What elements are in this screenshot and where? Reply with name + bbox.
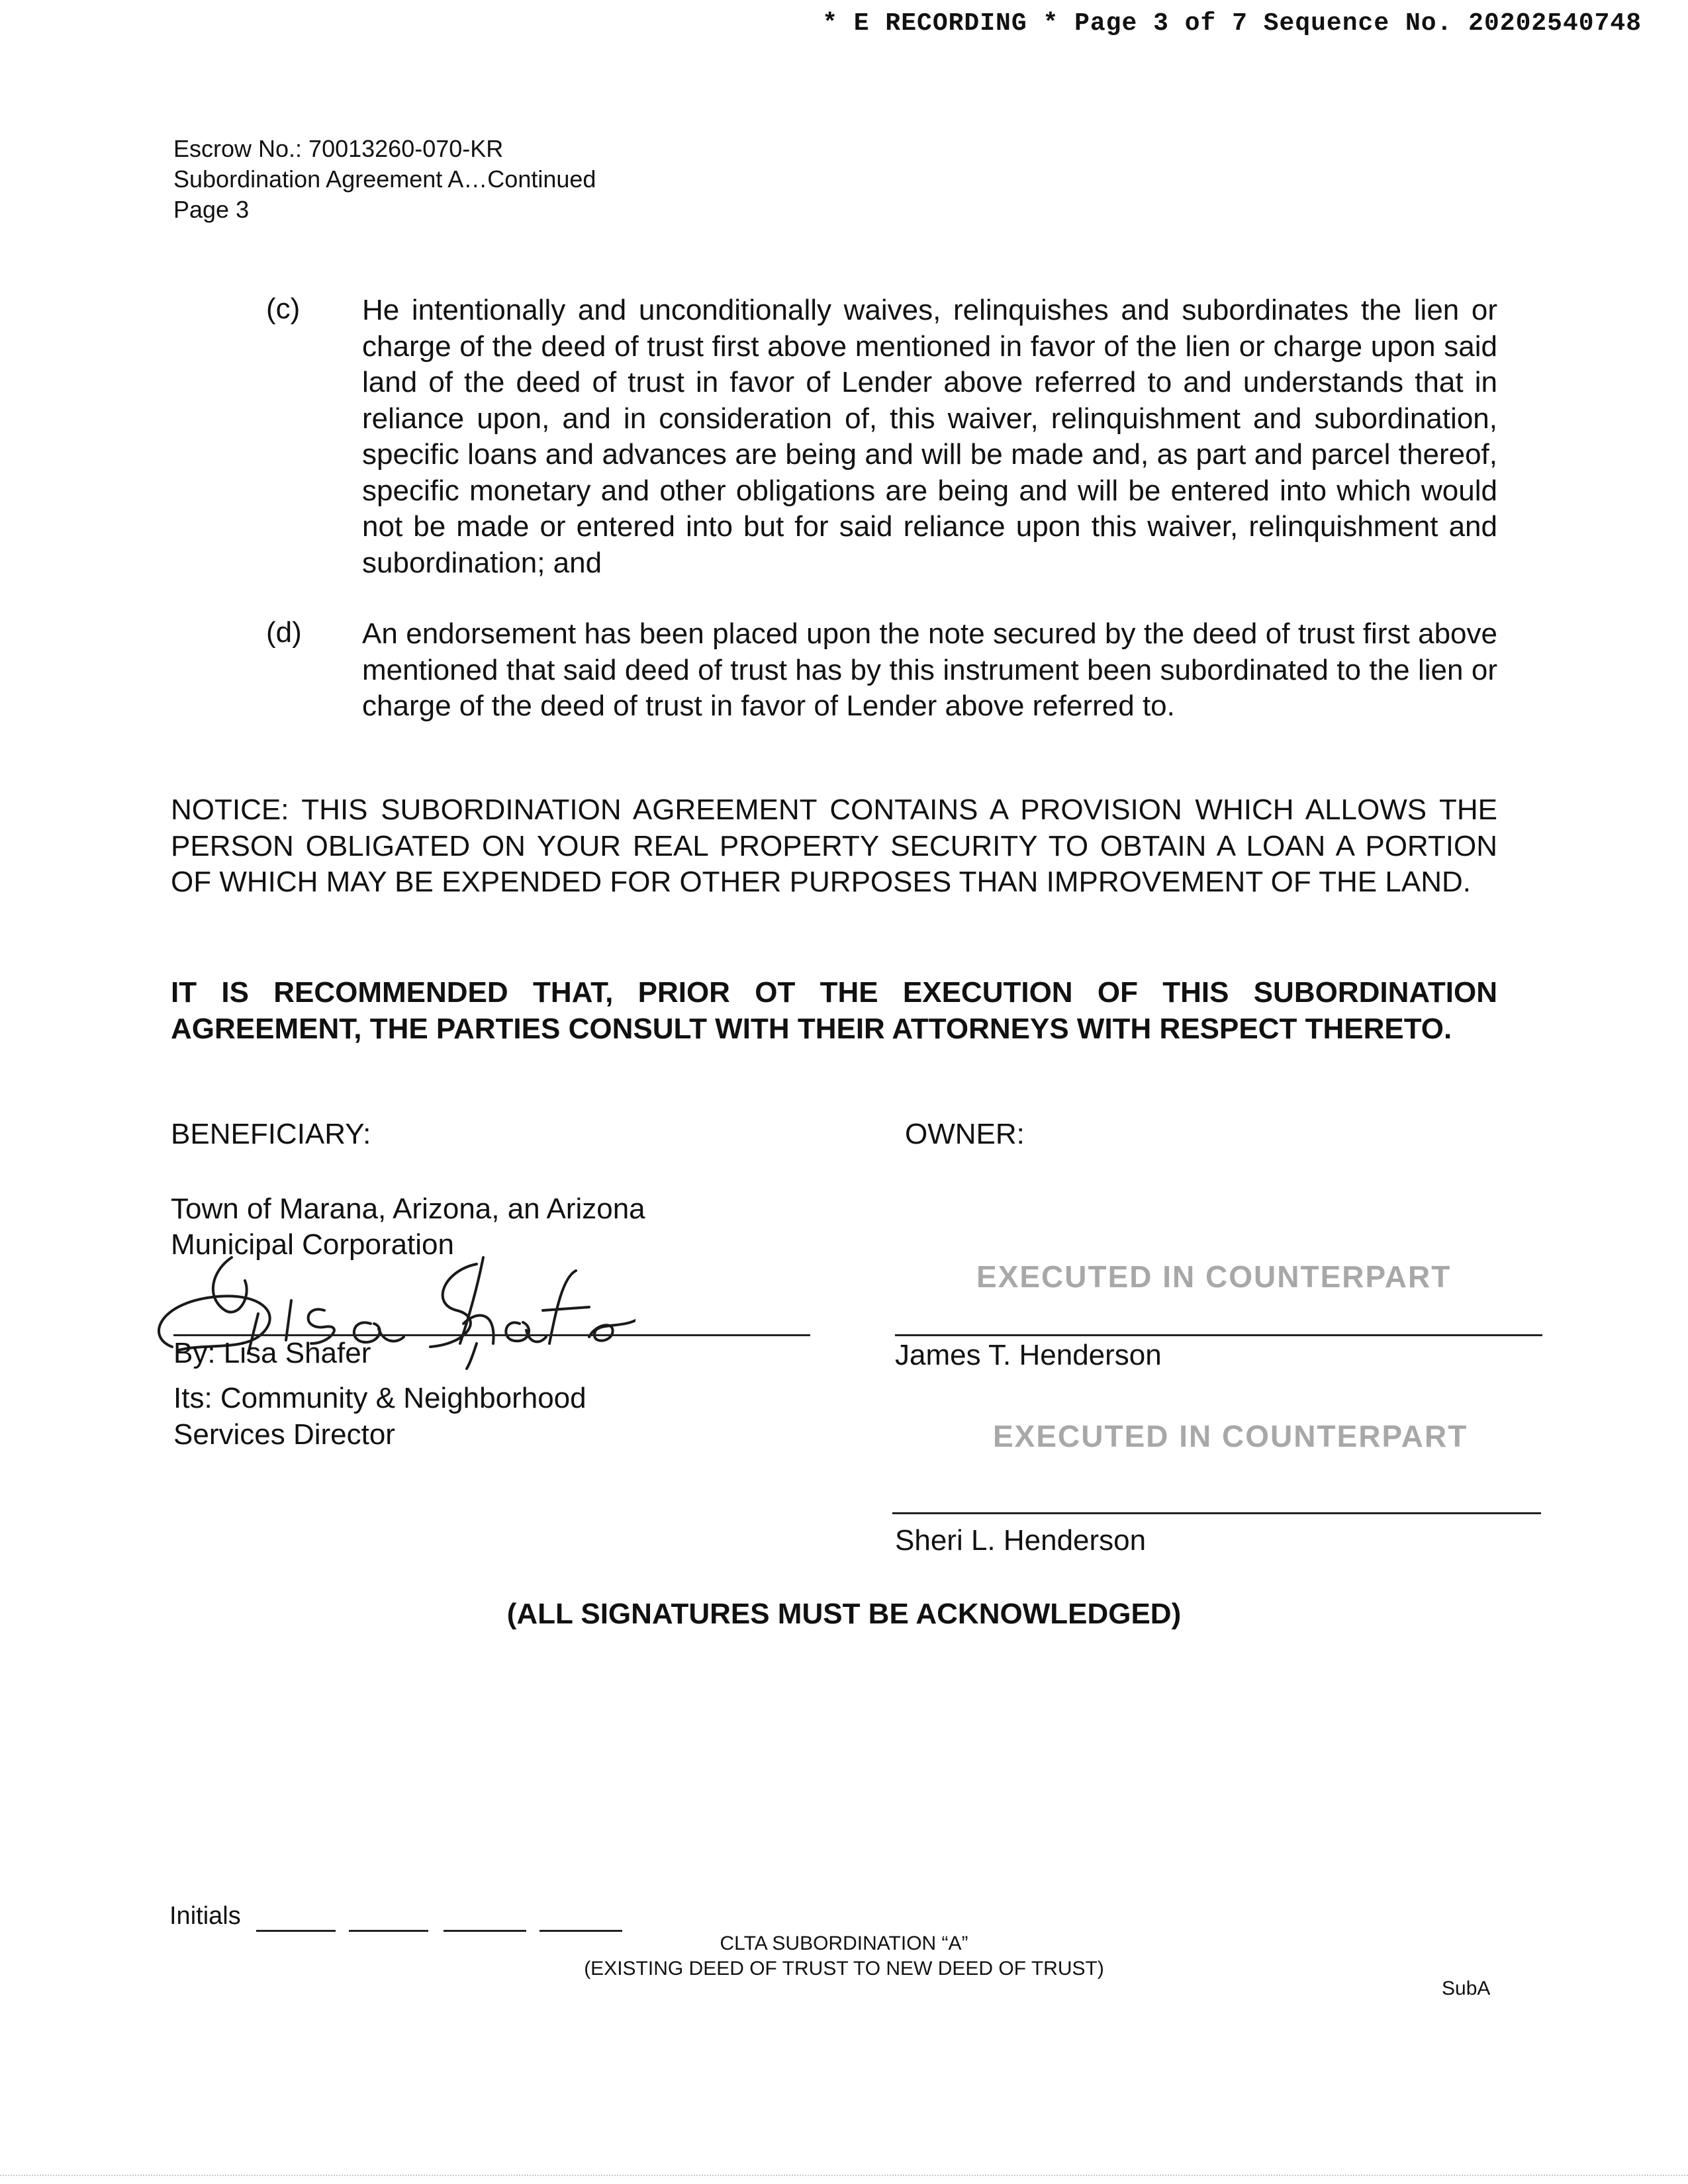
paragraph-d-label: (d) bbox=[266, 616, 302, 649]
form-description: (EXISTING DEED OF TRUST TO NEW DEED OF TRUST) bbox=[584, 1958, 1104, 1979]
beneficiary-heading: BENEFICIARY: bbox=[171, 1118, 371, 1150]
scan-artifact-line bbox=[0, 2175, 1688, 2176]
owner-signature-line-2 bbox=[892, 1512, 1541, 1514]
recommendation-paragraph: IT IS RECOMMENDED THAT, PRIOR OT THE EXECUTION OF THIS SUBORDINATION AGREEMENT, THE PARTIES CONSULT WITH THEIR ATTORNEYS WITH RESPECT THERETO. bbox=[171, 976, 1497, 1045]
beneficiary-signer: By: Lisa Shafer bbox=[173, 1337, 371, 1369]
beneficiary-entity-line2: Municipal Corporation bbox=[171, 1228, 454, 1261]
initials-label: Initials bbox=[169, 1902, 241, 1930]
paragraph-d-text: An endorsement has been placed upon the note secured by the deed of trust first above mentioned that said deed of trust has by this instrument been subordinated to the lien or charge of the deed of trust in favor of Lender above referred to. bbox=[362, 617, 1497, 722]
form-name: CLTA SUBORDINATION “A” bbox=[720, 1933, 968, 1954]
notice-paragraph: NOTICE: THIS SUBORDINATION AGREEMENT CONTAINS A PROVISION WHICH ALLOWS THE PERSON OBLIGATED ON YOUR REAL PROPERTY SECURITY TO OBTAIN A LOAN A PORTION OF WHICH MAY BE EXPENDED FOR OTHER PURPOSES THAN IMPROVEMENT OF THE LAND. bbox=[171, 794, 1497, 898]
owner-heading: OWNER: bbox=[905, 1118, 1025, 1150]
counterpart-stamp-1: EXECUTED IN COUNTERPART bbox=[976, 1259, 1452, 1294]
beneficiary-entity-line1: Town of Marana, Arizona, an Arizona bbox=[171, 1193, 645, 1225]
owner-signature-line-1 bbox=[895, 1334, 1542, 1336]
form-code: SubA bbox=[1442, 1978, 1491, 1999]
beneficiary-title-line1: Its: Community & Neighborhood bbox=[173, 1382, 586, 1414]
acknowledgement-notice: (ALL SIGNATURES MUST BE ACKNOWLEDGED) bbox=[506, 1598, 1182, 1630]
counterpart-stamp-2: EXECUTED IN COUNTERPART bbox=[993, 1419, 1468, 1453]
beneficiary-title-line2: Services Director bbox=[173, 1418, 395, 1451]
recording-header: * E RECORDING * Page 3 of 7 Sequence No. 20202540748 bbox=[822, 9, 1642, 38]
document-title: Subordination Agreement A…Continued bbox=[173, 165, 596, 193]
paragraph-c-label: (c) bbox=[266, 293, 301, 325]
escrow-number: Escrow No.: 70013260-070-KR bbox=[173, 135, 504, 162]
owner-name-2: Sheri L. Henderson bbox=[895, 1524, 1147, 1557]
owner-name-1: James T. Henderson bbox=[895, 1339, 1162, 1371]
page-number: Page 3 bbox=[173, 196, 250, 223]
paragraph-c-text: He intentionally and unconditionally waives, relinquishes and subordinates the lien or charge of the deed of trust first above mentioned in favor of the lien or charge upon said land of the deed of trust in favor of Lender above referred to and understands that in reliance upon, and in consideration of, this waiver, relinquishment and subordination, specific loans and advances are being and will be made and, as part and parcel thereof, specific monetary and other obligations are being and will be entered into which would not be made or entered into but for said reliance upon this waiver, relinquishment and subordination; and bbox=[362, 294, 1497, 579]
